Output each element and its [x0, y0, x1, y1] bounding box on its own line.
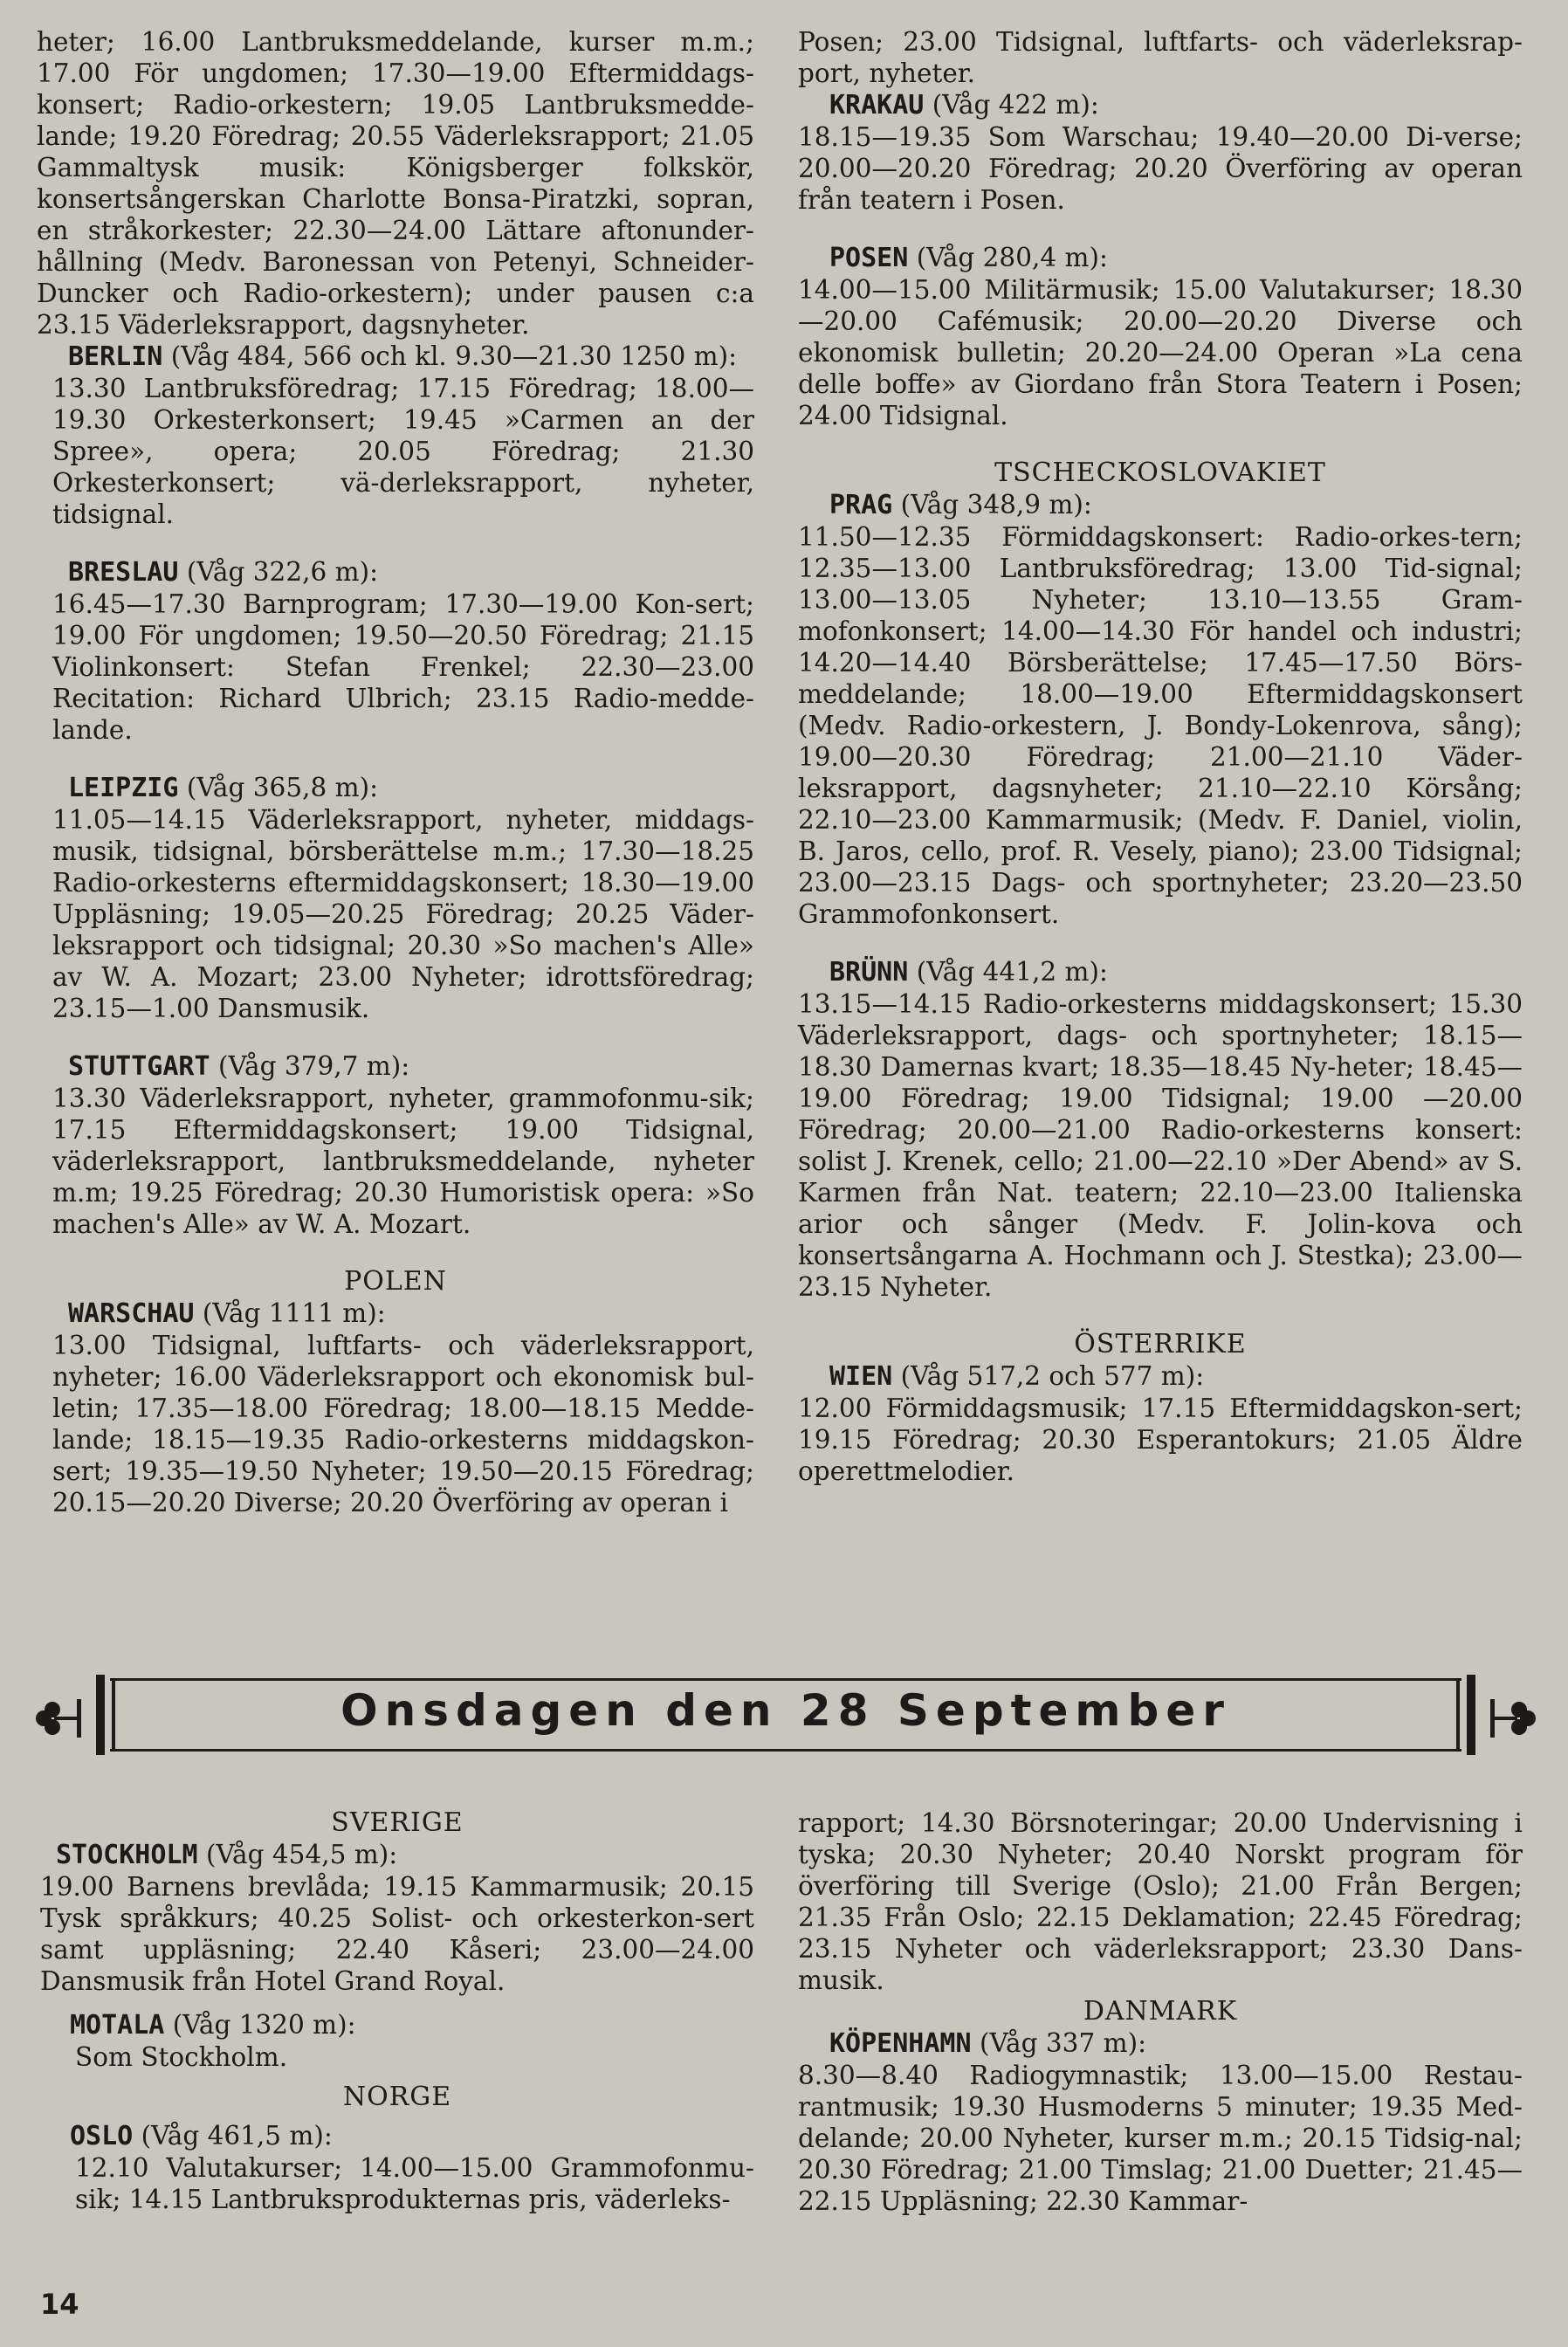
column-top-right	[798, 26, 1523, 1513]
program-text: 12.00 Förmiddagsmusik; 17.15 Eftermiddagskon-sert; 19.15 Föredrag; 20.30 Esperantokurs; 21.05 Äldre operettmelodier.	[798, 1394, 1523, 1486]
station-name: KRAKAU	[829, 90, 925, 120]
station-name: PRAG	[829, 490, 893, 520]
wave-info: (Våg 484, 566 och kl. 9.30—21.30 1250 m):	[170, 341, 738, 371]
wave-info: (Våg 365,8 m):	[186, 773, 379, 802]
country-heading-sverige: SVERIGE	[331, 1807, 464, 1838]
station-entry-brunn	[798, 956, 1523, 1303]
wave-info: (Våg 1111 m):	[202, 1298, 386, 1328]
program-text: 14.00—15.00 Militärmusik; 15.00 Valutakurser; 18.30—20.00 Cafémusik; 20.00—20.20 Diverse och ekonomisk bulletin; 20.20—24.00 Operan »La cena delle boffe» av Giordano från Stora Teatern i Posen; 24.00 Tidsignal.	[798, 275, 1523, 430]
station-entry-oslo	[40, 2120, 754, 2215]
station-entry-kobenhavn	[798, 2027, 1523, 2217]
wave-info: (Våg 1320 m):	[172, 2010, 356, 2040]
station-entry-stuttgart	[37, 1050, 754, 1240]
clover-ornament-icon	[1488, 1694, 1537, 1743]
wave-info: (Våg 280,4 m):	[916, 243, 1108, 272]
program-text: 16.45—17.30 Barnprogram; 17.30—19.00 Kon-sert; 19.00 För ungdomen; 19.50—20.50 Föredrag; 21.15 Violinkonsert: Stefan Frenkel; 22.30—23.00 Recitation: Richard Ulbrich; 23.15 Radio-medde-lande.	[52, 589, 754, 745]
country-heading-danmark: DANMARK	[1083, 1996, 1238, 2027]
wave-info: (Våg 454,5 m):	[205, 1840, 398, 1869]
wave-info: (Våg 337 m):	[979, 2028, 1147, 2058]
column-top-left	[37, 26, 754, 1545]
country-heading-tjeckoslovakiet: TSCHECKOSLOVAKIET	[994, 458, 1326, 488]
date-heading: Onsdagen den 28 September	[340, 1685, 1231, 1736]
page-number: 14	[40, 2288, 79, 2321]
station-entry-breslau	[37, 556, 754, 746]
program-text: 19.00 Barnens brevlåda; 19.15 Kammarmusik; 20.15 Tysk språkkurs; 40.25 Solist- och orkesterkon-sert samt uppläsning; 22.40 Kåseri; 23.00—24.00 Dansmusik från Hotel Grand Royal.	[40, 1872, 754, 1996]
column-bottom-right	[798, 1807, 1523, 2243]
program-text: 18.15—19.35 Som Warschau; 19.40—20.00 Di-verse; 20.00—20.20 Föredrag; 20.20 Överföring av operan från teatern i Posen.	[798, 122, 1523, 215]
program-text: 13.15—14.15 Radio-orkesterns middagskonsert; 15.30 Väderleksrapport, dags- och sportnyheter; 18.15—18.30 Damernas kvart; 18.35—18.45 Ny-heter; 18.45—19.00 Föredrag; 19.00 Tidsignal; 19.00 —20.00 Föredrag; 20.00—21.00 Radio-orkesterns konsert: solist J. Krenek, cello; 21.00—22.10 »Der Abend» av S. Karmen från Nat. teatern; 22.10—23.00 Italienska arior och sånger (Medv. F. Jolin-kova och konsertsångarna A. Hochmann och J. Stestka); 23.00—23.15 Nyheter.	[798, 989, 1523, 1302]
station-name: WARSCHAU	[68, 1298, 195, 1329]
wave-info: (Våg 517,2 och 577 m):	[900, 1361, 1205, 1391]
station-name: MOTALA	[70, 2010, 165, 2041]
program-text: 13.30 Väderleksrapport, nyheter, grammofonmu-sik; 17.15 Eftermiddagskonsert; 19.00 Tidsignal, väderleksrapport, lantbruksmeddelande, nyheter m.m; 19.25 Föredrag; 20.30 Humoristisk opera: »So machen's Alle» av W. A. Mozart.	[52, 1084, 754, 1239]
program-text: 13.00 Tidsignal, luftfarts- och väderleksrapport, nyheter; 16.00 Väderleksrapport och ekonomisk bul-letin; 17.35—18.00 Föredrag; 18.00—18.15 Medde-lande; 18.15—19.35 Radio-orkesterns middagskon-sert; 19.35—19.50 Nyheter; 19.50—20.15 Föredrag; 20.15—20.20 Diverse; 20.20 Överföring av operan i	[52, 1331, 754, 1518]
station-entry-krakau	[798, 89, 1523, 216]
station-name: OSLO	[70, 2121, 134, 2151]
station-entry-prag	[798, 489, 1523, 930]
station-name: KÖPENHAMN	[829, 2028, 972, 2059]
station-name: STOCKHOLM	[56, 1840, 198, 1870]
station-entry-posen	[798, 242, 1523, 431]
program-text: 11.50—12.35 Förmiddagskonsert: Radio-orkes-tern; 12.35—13.00 Lantbruksföredrag; 13.00 Tid-signal; 13.00—13.05 Nyheter; 13.10—13.55 Gram-mofonkonsert; 14.00—14.30 För handel och industri; 14.20—14.40 Börsberättelse; 17.45—17.50 Börs-meddelande; 18.00—19.00 Eftermiddagskonsert (Medv. Radio-orkestern, J. Bondy-Lokenrova, sång); 19.00—20.30 Föredrag; 21.00—21.10 Väder-leksrapport, dagsnyheter; 21.10—22.10 Körsång; 22.10—23.00 Kammarmusik; (Medv. F. Daniel, violin, B. Jaros, cello, prof. R. Vesely, piano); 23.00 Tidsignal; 23.00—23.15 Dags- och sportnyheter; 23.20—23.50 Grammofonkonsert.	[798, 522, 1523, 929]
station-entry-warschau	[37, 1297, 754, 1518]
program-text: 13.30 Lantbruksföredrag; 17.15 Föredrag; 18.00—19.30 Orkesterkonsert; 19.45 »Carmen an der Spree», opera; 20.05 Föredrag; 21.30 Orkesterkonsert; vä-derleksrapport, nyheter, tidsignal.	[52, 374, 754, 529]
station-entry-leipzig	[37, 772, 754, 1024]
station-entry-motala	[40, 2009, 754, 2073]
program-text: 11.05—14.15 Väderleksrapport, nyheter, middags-musik, tidsignal, börsberättelse m.m.; 17.30—18.25 Radio-orkesterns eftermiddagskonsert; 18.30—19.00 Uppläsning; 19.05—20.25 Föredrag; 20.25 Väder-leksrapport och tidsignal; 20.30 »So machen's Alle» av W. A. Mozart; 23.00 Nyheter; idrottsföredrag; 23.15—1.00 Dansmusik.	[52, 805, 754, 1023]
wave-info: (Våg 348,9 m):	[900, 490, 1092, 520]
continuation-text: Posen; 23.00 Tidsignal, luftfarts- och väderleksrap-port, nyheter.	[798, 27, 1523, 88]
country-heading-norge: NORGE	[342, 2082, 452, 2112]
wave-info: (Våg 379,7 m):	[217, 1051, 410, 1081]
station-name: BRESLAU	[68, 557, 179, 588]
station-name: WIEN	[829, 1361, 893, 1392]
date-banner	[35, 1668, 1537, 1764]
program-text: Som Stockholm.	[75, 2042, 288, 2072]
continuation-text: heter; 16.00 Lantbruksmeddelande, kurser m.m.; 17.00 För ungdomen; 17.30—19.00 Eftermiddags-konsert; Radio-orkestern; 19.05 Lantbruksmedde-lande; 19.20 Föredrag; 20.55 Väderleksrapport; 21.05 Gammaltysk musik: Königsberger folkskör, konsertsångerskan Charlotte Bonsa-Piratzki, sopran, en stråkorkester; 22.30—24.00 Lättare aftonunder-hållning (Medv. Baronessan von Petenyi, Schneider-Duncker och Radio-orkestern); under pausen c:a 23.15 Väderleksrapport, dagsnyheter.	[37, 27, 754, 340]
station-name: BERLIN	[68, 341, 163, 372]
station-name: BRÜNN	[829, 957, 909, 988]
continuation-text: rapport; 14.30 Börsnoteringar; 20.00 Undervisning i tyska; 20.30 Nyheter; 20.40 Norskt program för överföring till Sverige (Oslo); 21.00 Från Bergen; 21.35 Från Oslo; 22.15 Deklamation; 22.45 Föredrag; 23.15 Nyheter och väderleksrapport; 23.30 Dans-musik.	[798, 1808, 1523, 1995]
wave-info: (Våg 461,5 m):	[141, 2121, 333, 2151]
program-text: 12.10 Valutakurser; 14.00—15.00 Grammofonmu-sik; 14.15 Lantbruksprodukternas pris, väderleks-	[75, 2153, 754, 2214]
program-text: 8.30—8.40 Radiogymnastik; 13.00—15.00 Restau-rantmusik; 19.30 Husmoderns 5 minuter; 19.35 Med-delande; 20.00 Nyheter, kurser m.m.; 20.15 Tidsig-nal; 20.30 Föredrag; 21.00 Timslag; 21.00 Duetter; 21.45—22.15 Uppläsning; 22.30 Kammar-	[798, 2061, 1523, 2216]
column-bottom-left	[40, 1807, 754, 2241]
country-heading-polen: POLEN	[344, 1266, 447, 1297]
wave-info: (Våg 422 m):	[932, 90, 1099, 120]
station-entry-stockholm	[40, 1839, 754, 1997]
station-name: LEIPZIG	[68, 773, 179, 803]
station-name: STUTTGART	[68, 1051, 210, 1082]
wave-info: (Våg 441,2 m):	[916, 957, 1108, 987]
country-heading-osterrike: ÖSTERRIKE	[1074, 1329, 1247, 1359]
wave-info: (Våg 322,6 m):	[186, 557, 379, 587]
station-entry-berlin	[37, 341, 754, 530]
station-name: POSEN	[829, 243, 909, 273]
station-entry-wien	[798, 1360, 1523, 1487]
